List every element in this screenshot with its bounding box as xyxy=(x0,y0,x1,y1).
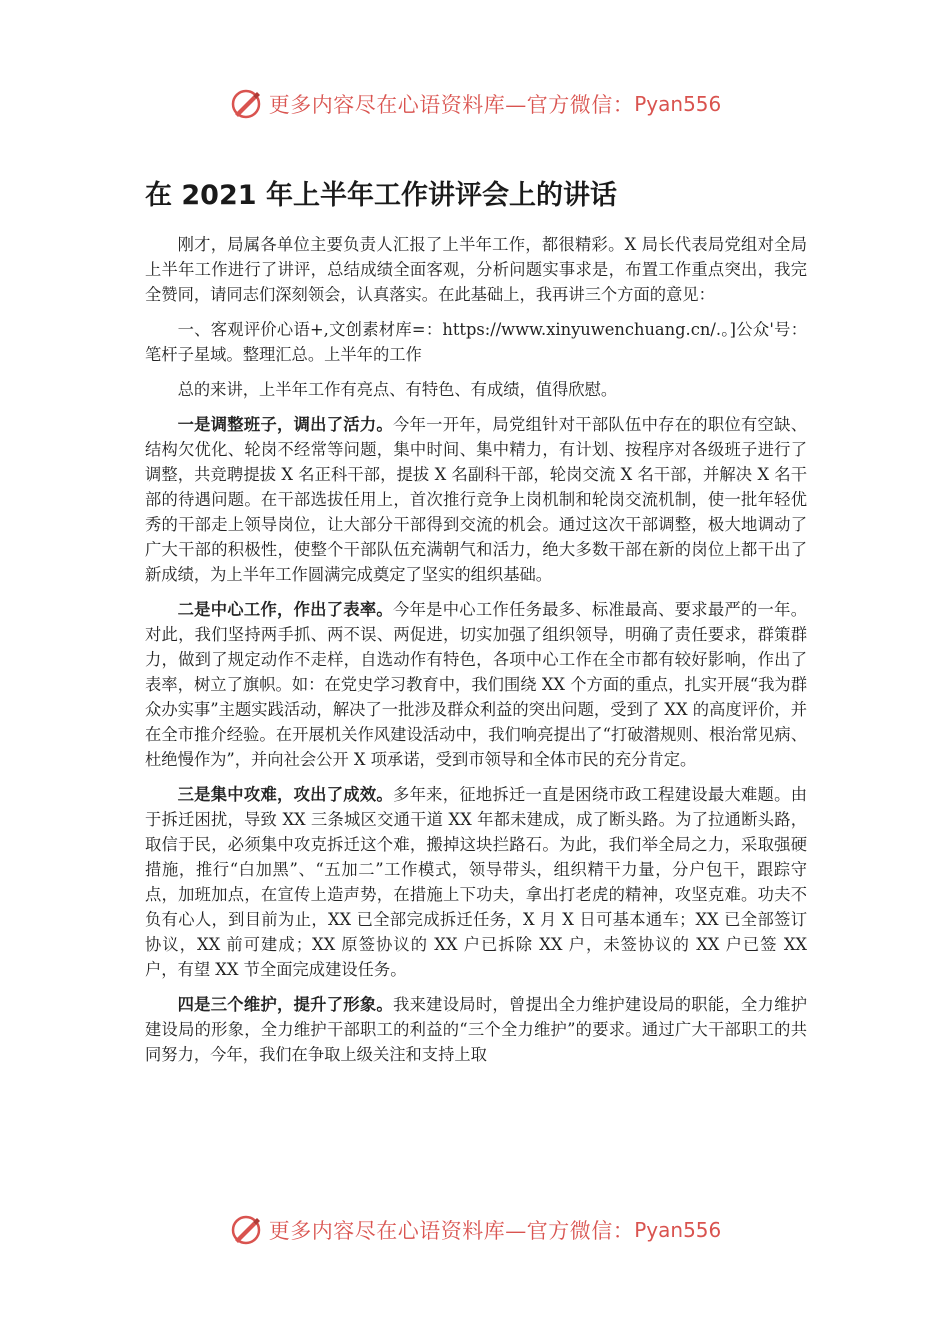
header-banner xyxy=(0,84,950,124)
footer-banner-text: 更多内容尽在心语资料库—官方微信： xyxy=(268,1219,635,1243)
header-banner-text: 更多内容尽在心语资料库—官方微信： xyxy=(268,93,635,117)
paragraph-summary: 总的来讲，上半年工作有亮点、有特色、有成绩，值得欣慰。 xyxy=(177,380,618,399)
header-banner-id: Pyan556 xyxy=(634,92,722,116)
point-three-lead: 三是集中攻难，攻出了成效。 xyxy=(177,785,394,804)
paragraph-point-two xyxy=(145,597,807,772)
point-two-body: 今年是中心工作任务最多、标准最高、要求最严的一年。对此，我们坚持两手抓、两不误、两促进，切实加强了组织领导，明确了责任要求，群策群力，做到了规定动作不走样，自选动作有特色，各项中心工作在全市都有较好影响，作出了表率，树立了旗帜。如：在党史学习教育中，我们围绕 XX 个方面的重点，扎实开展“我为群众办实事”主题实践活动，解决了一批涉及群众利益的突出问题，受到了 XX 的高度评价，并在全市推介经验。在开展机关作风建设活动中，我们响亮提出了“打破潜规则、根治常见病、杜绝慢作为”，并向社会公开 X 项承诺，受到市领导和全体市民的充分肯定。 xyxy=(145,600,807,769)
footer-banner-id: Pyan556 xyxy=(634,1218,722,1242)
document-body xyxy=(145,176,807,1077)
point-three-body: 多年来，征地拆迁一直是困绕市政工程建设最大难题。由于拆迁困扰，导致 XX 三条城区交通干道 XX 年都未建成，成了断头路。为了拉通断头路，取信于民，必须集中攻克拆迁这个难，搬掉这块拦路石。为此，我们举全局之力，采取强硬措施，推行“白加黑”、“五加二”工作模式，领导带头，组织精干力量，分户包干，跟踪守点，加班加点，在宣传上造声势，在措施上下功夫，拿出打老虎的精神，攻坚克难。功夫不负有心人，到目前为止，XX 已全部完成拆迁任务，X 月 X 日可基本通车；XX 已全部签订协议，XX 前可建成；XX 原签协议的 XX 户已拆除 XX 户，未签协议的 XX 户已签 XX 户，有望 XX 节全面完成建设任务。 xyxy=(145,785,807,979)
footer-banner xyxy=(0,1210,950,1250)
point-two-lead: 二是中心工作，作出了表率。 xyxy=(177,600,394,619)
point-four-body: 我来建设局时，曾提出全力维护建设局的职能，全力维护建设局的形象，全力维护干部职工的利益的“三个全力维护”的要求。通过广大干部职工的共同努力，今年，我们在争取上级关注和支持上取 xyxy=(145,995,807,1064)
paragraph-intro: 刚才，局属各单位主要负责人汇报了上半年工作，都很精彩。X 局长代表局党组对全局上半年工作进行了讲评，总结成绩全面客观，分析问题实事求是，布置工作重点突出，我完全赞同，请同志们深刻领会，认真落实。在此基础上，我再讲三个方面的意见： xyxy=(145,235,807,304)
pen-logo-icon xyxy=(229,87,263,121)
paragraph-point-four xyxy=(145,992,807,1067)
document-title: 在 2021 年上半年工作讲评会上的讲话 xyxy=(145,180,617,211)
point-four-lead: 四是三个维护，提升了形象。 xyxy=(177,995,394,1014)
paragraph-point-three xyxy=(145,782,807,982)
paragraph-section-one: 一、客观评价心语+,文创素材库=：https://www.xinyuwenchuang.cn/.。]公众'号：笔杆子星域。整理汇总。上半年的工作 xyxy=(145,320,807,364)
pen-logo-icon xyxy=(229,1213,263,1247)
point-one-lead: 一是调整班子，调出了活力。 xyxy=(177,415,394,434)
point-one-body: 今年一开年，局党组针对干部队伍中存在的职位有空缺、结构欠优化、轮岗不经常等问题，集中时间、集中精力，有计划、按程序对各级班子进行了调整，共竞聘提拔 X 名正科干部，提拔 X 名副科干部，轮岗交流 X 名干部，并解决 X 名干部的待遇问题。在干部选拔任用上，首次推行竞争上岗机制和轮岗交流机制，使一批年轻优秀的干部走上领导岗位，让大部分干部得到交流的机会。通过这次干部调整，极大地调动了广大干部的积极性，使整个干部队伍充满朝气和活力，绝大多数干部在新的岗位上都干出了新成绩，为上半年工作圆满完成奠定了坚实的组织基础。 xyxy=(145,415,807,584)
paragraph-point-one xyxy=(145,412,807,587)
